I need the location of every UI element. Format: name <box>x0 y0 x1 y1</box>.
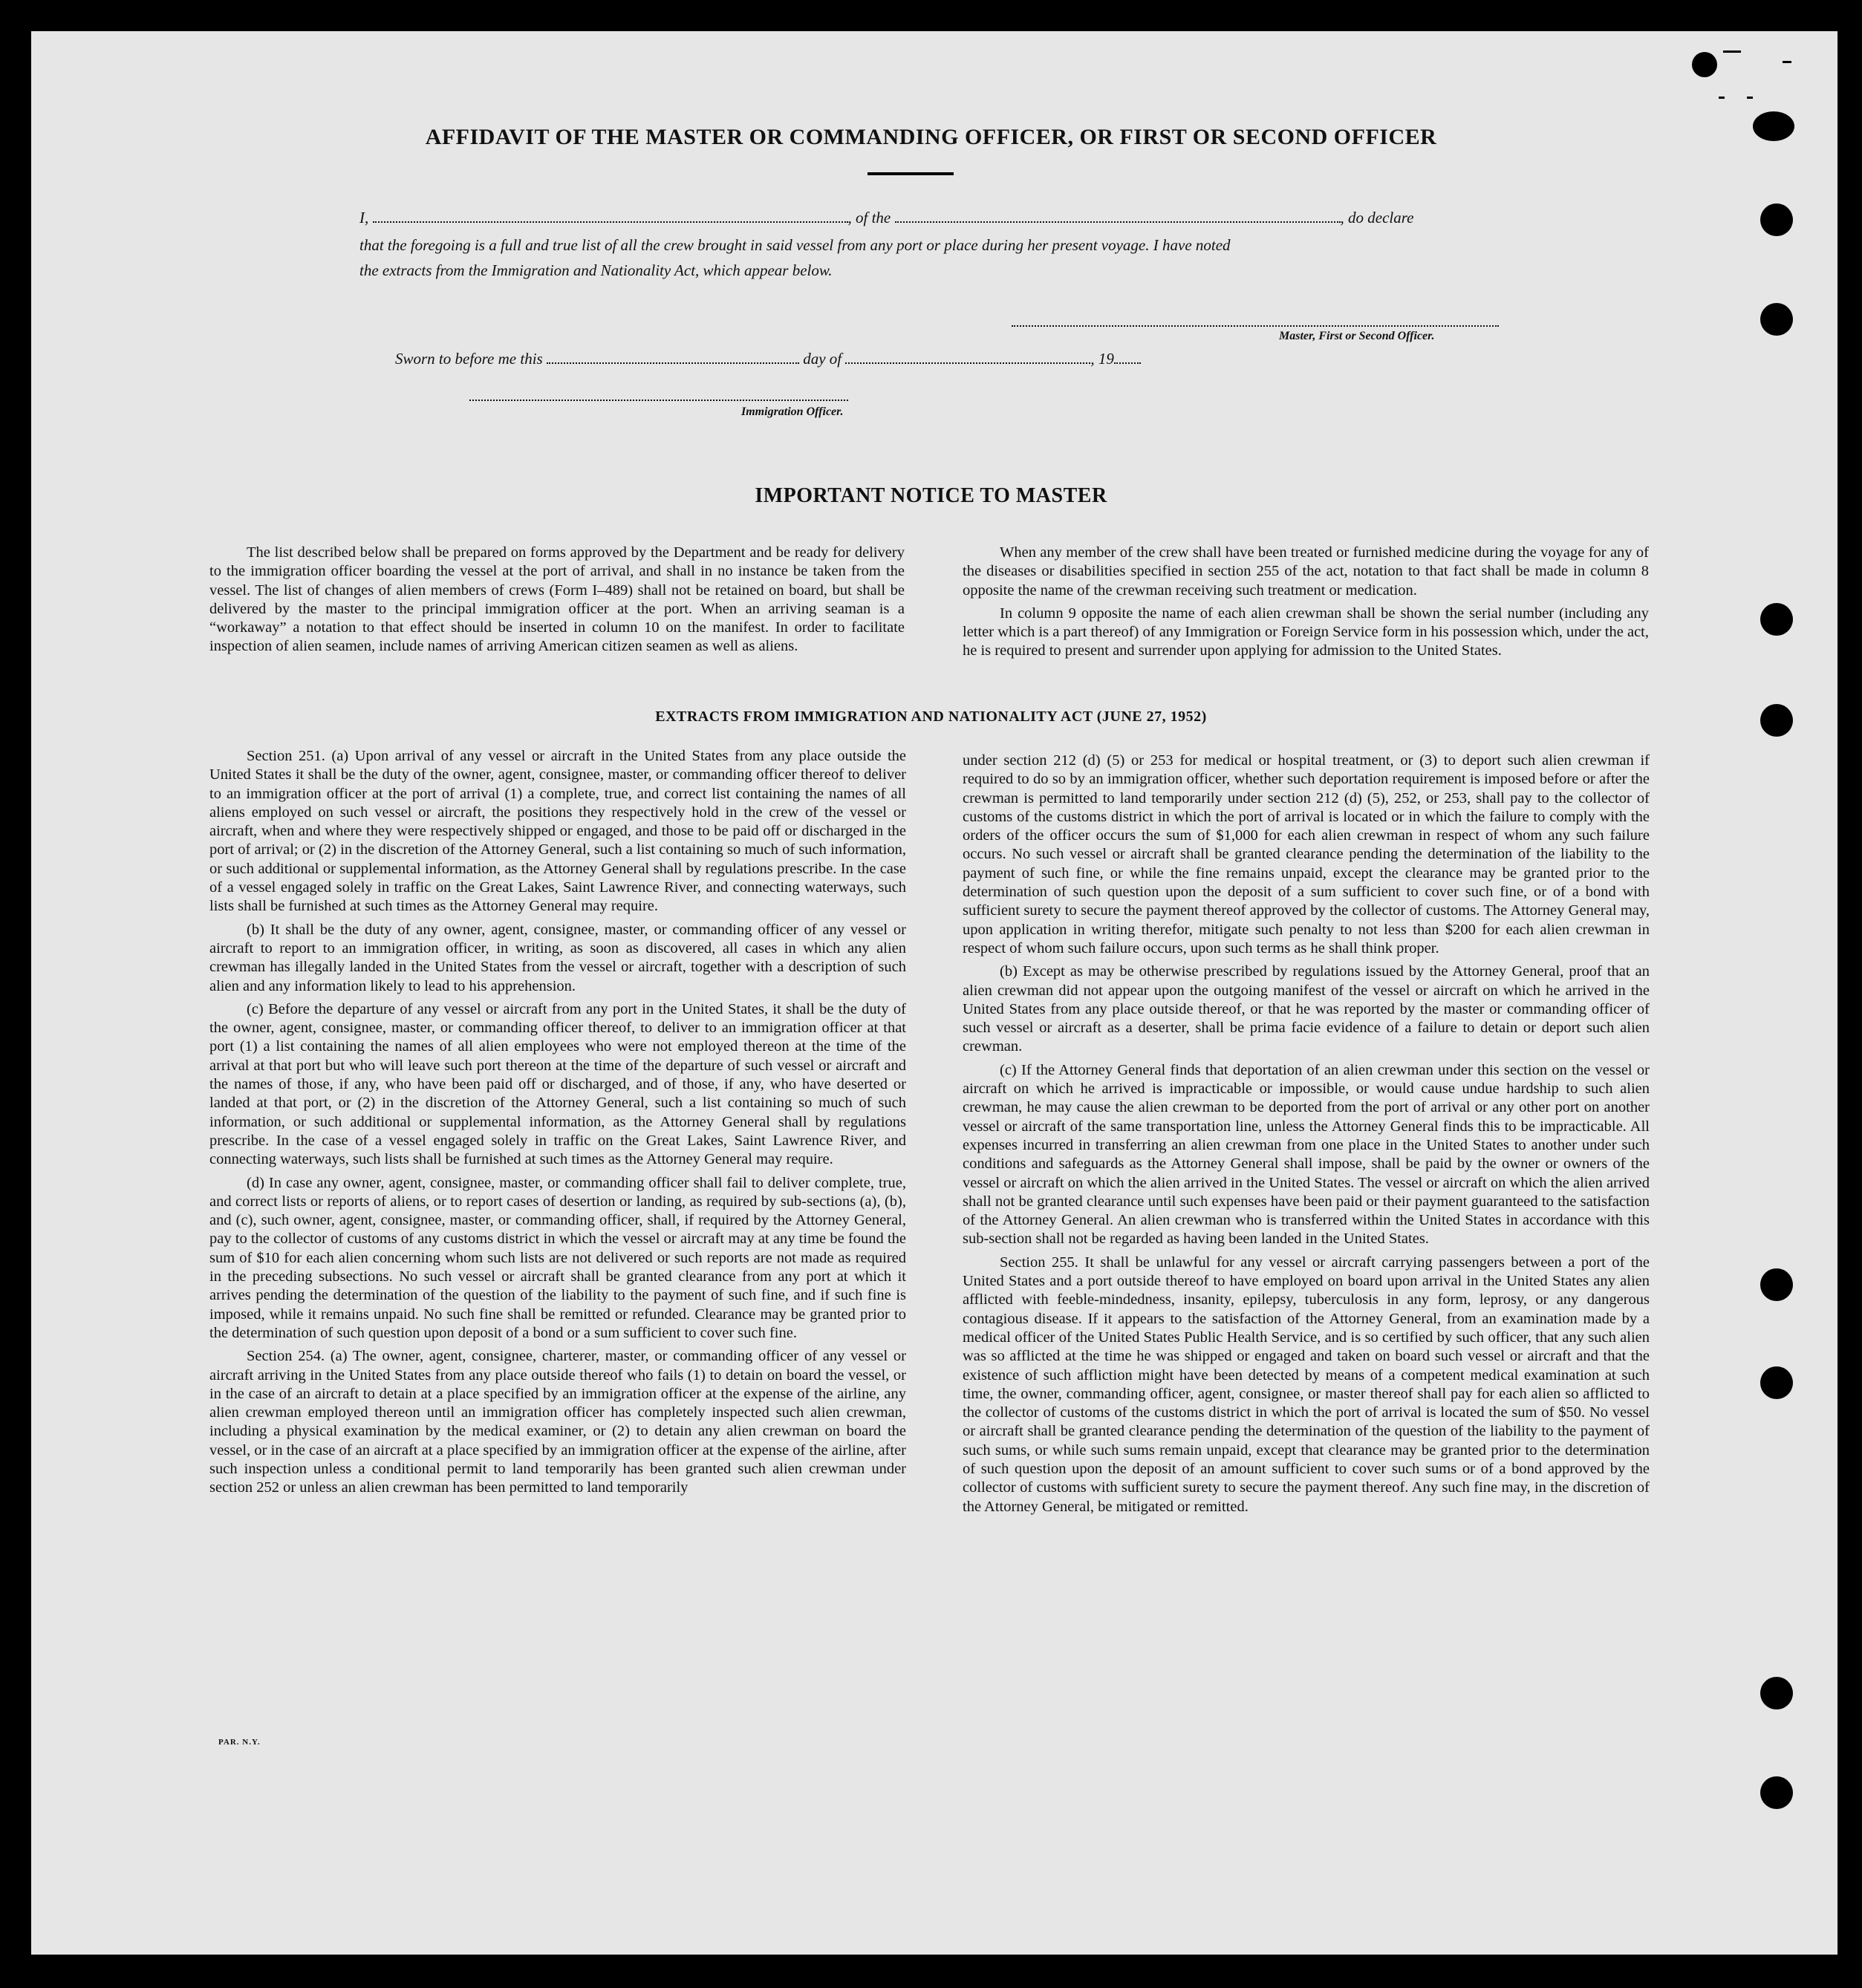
notice-left-column <box>209 544 905 661</box>
punch-hole <box>1760 1366 1793 1399</box>
label-do-declare: , do declare <box>1340 209 1414 226</box>
officer-signature-line[interactable] <box>469 400 848 401</box>
extracts-left-column <box>209 747 906 1502</box>
punch-hole <box>1760 1776 1793 1809</box>
notice-right-column <box>963 544 1649 665</box>
scan-mark <box>1783 61 1791 63</box>
section-255: Section 255. It shall be unlawful for any vessel or aircraft carrying passengers between a port of the United States and a port outside thereof to have employed on board upon arrival in the United States any alien afflicted with feeble-mindedness, insanity, epilepsy, tuberculosis in any form, leprosy, or any dangerous contagious disease. If it appears to the satisfaction of the Attorney General, from an examination made by a medical officer of the United States Public Health Service, and is so certified by such officer, that any such alien was so afflicted at the time he was shipped or engaged and taken on board such vessel or aircraft and that the existence of such affliction might have been detected by means of a competent medical examination at such time, the owner, commanding officer, agent, consignee, or master thereof shall pay for each alien so afflicted to the collector of customs of the customs district in which the port of arrival is located the sum of $50. No vessel or aircraft shall be granted clearance pending the determination of the question of the liability to the payment of such sums, or while such sums remain unpaid, except that clearance may be granted prior to the determination of such question upon the deposit of an amount sufficient to cover such sums or of a bond approved by the collector of customs with sufficient surety to secure the payment thereof. Any such fine may, in the discretion of the Attorney General, be mitigated or remitted. <box>963 1254 1650 1515</box>
punch-hole <box>1760 203 1793 236</box>
punch-hole <box>1760 603 1793 636</box>
extracts-title: EXTRACTS FROM IMMIGRATION AND NATIONALITY ACT (JUNE 27, 1952) <box>655 708 1207 725</box>
name-field[interactable] <box>373 208 848 223</box>
officer-caption: Immigration Officer. <box>741 405 844 418</box>
label-of-the: , of the <box>847 209 891 226</box>
label-i: I, <box>359 209 369 226</box>
extracts-right-column <box>963 752 1650 1521</box>
punch-hole <box>1760 1677 1793 1710</box>
sworn-date-field[interactable] <box>547 349 799 364</box>
notice-paragraph: In column 9 opposite the name of each alien crewman shall be shown the serial number (including any letter which is a part thereof) of any Immigration or Foreign Service form in his possession which, under the act, he is required to present and surrender upon applying for admission to the United States. <box>963 604 1649 659</box>
section-251-b: (b) It shall be the duty of any owner, agent, consignee, master, or commanding officer of any vessel or aircraft to report to an immigration officer, in writing, as soon as discovered, all cases in which any alien crewman has illegally landed in the United States from the vessel or aircraft, together with a description of such alien and any information likely to lead to his apprehension. <box>209 921 906 994</box>
statement-line-2: the extracts from the Immigration and Nationality Act, which appear below. <box>359 261 833 279</box>
notice-title: IMPORTANT NOTICE TO MASTER <box>755 484 1107 507</box>
master-caption: Master, First or Second Officer. <box>1279 330 1435 342</box>
notice-paragraph: The list described below shall be prepared on forms approved by the Department and be ready for delivery to the immigration officer boarding the vessel at the port of arrival, and shall in no instance be taken from the vessel. The list of changes of alien members of crews (Form I–489) shall not be retained on board, but shall be delivered by the master to the principal immigration officer at the port. When an arriving seaman is a “workaway” a notation to that effect should be inserted in column 10 on the manifest. In order to facilitate inspection of alien seamen, include names of arriving American citizen seamen as well as aliens. <box>209 544 905 655</box>
punch-hole <box>1760 1268 1793 1301</box>
section-251-d: (d) In case any owner, agent, consignee, master, or commanding officer shall fail to deliver complete, true, and correct lists or reports of aliens, or to report cases of desertion or landing, as required by sub-sections (a), (b), and (c), such owner, agent, consignee, master, or commanding officer, shall, if required by the Attorney General, pay to the collector of customs of any customs district in which the vessel or aircraft may at any time be found the sum of $10 for each alien concerning whom such lists are not delivered or such reports are not made as required in the preceding subsections. No such vessel or aircraft shall be granted clearance from any port at which it arrives pending the determination of the question of the liability to the payment of such fine, and if such fine is imposed, while it remains unpaid. No such fine shall be remitted or refunded. Clearance may be granted prior to the determination of such question upon deposit of a bond or a sum sufficient to cover such fine. <box>209 1174 906 1341</box>
notice-paragraph: When any member of the crew shall have been treated or furnished medicine during the voyage for any of the diseases or disabilities specified in section 255 of the act, notation to that fact shall be made in column 8 opposite the name of the crewman receiving such treatment or medication. <box>963 544 1649 599</box>
section-251-a: Section 251. (a) Upon arrival of any vessel or aircraft in the United States from any place outside the United States it shall be the duty of the owner, agent, consignee, master, or commanding officer thereof to deliver to an immigration officer at the port of arrival (1) a complete, true, and correct list containing the names of all aliens employed on such vessel or aircraft, the positions they respectively hold in the crew of the vessel or aircraft, when and where they were respectively shipped or engaged, and those to be paid off or discharged in the port of arrival; or (2) in the discretion of the Attorney General, such a list containing so much of such information, or such additional or supplemental information, as the Attorney General shall by regulations prescribe. In the case of a vessel engaged solely in traffic on the Great Lakes, Saint Lawrence River, and connecting waterways, such lists shall be furnished at such times as the Attorney General may require. <box>209 748 906 915</box>
punch-hole <box>1692 52 1717 77</box>
statement-line-1: that the foregoing is a full and true list of all the crew brought in said vessel from any port or place during her present voyage. I have noted <box>359 236 1231 254</box>
affidavit-title: AFFIDAVIT OF THE MASTER OR COMMANDING OFFICER, OR FIRST OR SECOND OFFICER <box>425 125 1437 149</box>
sworn-line <box>395 349 1141 368</box>
scan-mark <box>1747 97 1753 99</box>
affidavit-declaration-line <box>359 208 1413 227</box>
label-sworn: Sworn to before me this <box>395 350 543 368</box>
section-251-c: (c) Before the departure of any vessel or aircraft from any port in the United States, it shall be the duty of the owner, agent, consignee, master, or commanding officer thereof, to deliver to an immigration officer at that port (1) a list containing the names of all alien employees who were not employed thereon at the time of the arrival at that port but who will leave such port thereon at the time of the departure of such vessel or aircraft and the names of those, if any, who have been paid off or discharged, and of those, if any, who have deserted or landed at that port, or (2) in the discretion of the Attorney General, such a list containing so much of such information, or such additional or supplemental information, as the Attorney General shall by regulations prescribe. In the case of a vessel engaged solely in traffic on the Great Lakes, Saint Lawrence River, and connecting waterways, such lists shall be furnished at such times as the Attorney General may require. <box>209 1000 906 1168</box>
year-field[interactable] <box>1114 349 1141 364</box>
label-year: , 19 <box>1090 350 1114 368</box>
section-254-c: (c) If the Attorney General finds that deportation of an alien crewman under this section on the vessel or aircraft on which he arrived is impracticable or impossible, or would cause undue hardship to such alien crewman, he may cause the alien crewman to be deported from the port of arrival or any other port on another vessel or aircraft of the same transportation line, unless the Attorney General finds this to be impracticable. All expenses incurred in transferring an alien crewman from one place in the United States to another under such conditions and safeguards as the Attorney General shall impose, shall be paid by the owner or owners of the vessel or aircraft on which the alien arrived in the United States. The vessel or aircraft on which the alien arrived shall not be granted clearance until such expenses have been paid or their payment guaranteed to the satisfaction of the Attorney General. An alien crewman who is transferred within the United States in accordance with this sub-section shall not be regarded as having been landed in the United States. <box>963 1061 1650 1248</box>
punch-hole <box>1760 303 1793 336</box>
vessel-field[interactable] <box>895 208 1341 223</box>
month-field[interactable] <box>845 349 1090 364</box>
section-254-b: (b) Except as may be otherwise prescribed by regulations issued by the Attorney General, proof that an alien crewman did not appear upon the outgoing manifest of the vessel or aircraft on which he arrived in the United States from any place outside thereof, or that he was reported by the master or commanding officer of such vessel or aircraft as a deserter, shall be prima facie evidence of a failure to detain or deport such alien crewman. <box>963 963 1650 1055</box>
section-254-a-continued: under section 212 (d) (5) or 253 for medical or hospital treatment, or (3) to deport such alien crewman if required to do so by an immigration officer, whether such deportation requirement is imposed before or after the crewman is permitted to land temporarily under section 212 (d) (5), 252, or 253, shall pay to the collector of customs of the customs district in which the port of arrival is located or in which the failure to comply with the orders of the officer occurs the sum of $1,000 for each alien crewman in respect of whom any such failure occurs. No such vessel or aircraft shall be granted clearance pending the determination of the liability to the payment of such fine, or while the fine remains unpaid, except the clearance may be granted prior to the determination of such question upon the deposit of a sum sufficient to cover such fine, or of a bond with sufficient surety to secure the payment thereof approved by the collector of customs. The Attorney General may, upon application in writing therefor, mitigate such penalty to not less than $200 for each alien crewman in respect of whom such failure occurs, upon such terms as he shall think proper. <box>963 752 1650 956</box>
master-signature-line[interactable] <box>1012 325 1499 327</box>
scan-mark <box>1719 97 1725 99</box>
label-day-of: day of <box>803 350 842 368</box>
section-254-a: Section 254. (a) The owner, agent, consignee, charterer, master, or commanding officer of any vessel or aircraft arriving in the United States from any place outside thereof who fails (1) to detain on board the vessel, or in the case of an aircraft to detain at a place specified by an immigration officer at the expense of the airline, any alien crewman employed thereon until an immigration officer has completely inspected such alien crewman, including a physical examination by the medical examiner, or (2) to detain any alien crewman on board the vessel, or in the case of an aircraft at a place specified by an immigration officer at the expense of the airline, after such inspection unless a conditional permit to land temporarily has been granted such alien crewman under section 252 or unless an alien crewman has been permitted to land temporarily <box>209 1348 906 1496</box>
scan-mark <box>1723 50 1741 53</box>
title-rule <box>867 172 954 175</box>
printer-mark: PAR. N.Y. <box>218 1738 261 1747</box>
